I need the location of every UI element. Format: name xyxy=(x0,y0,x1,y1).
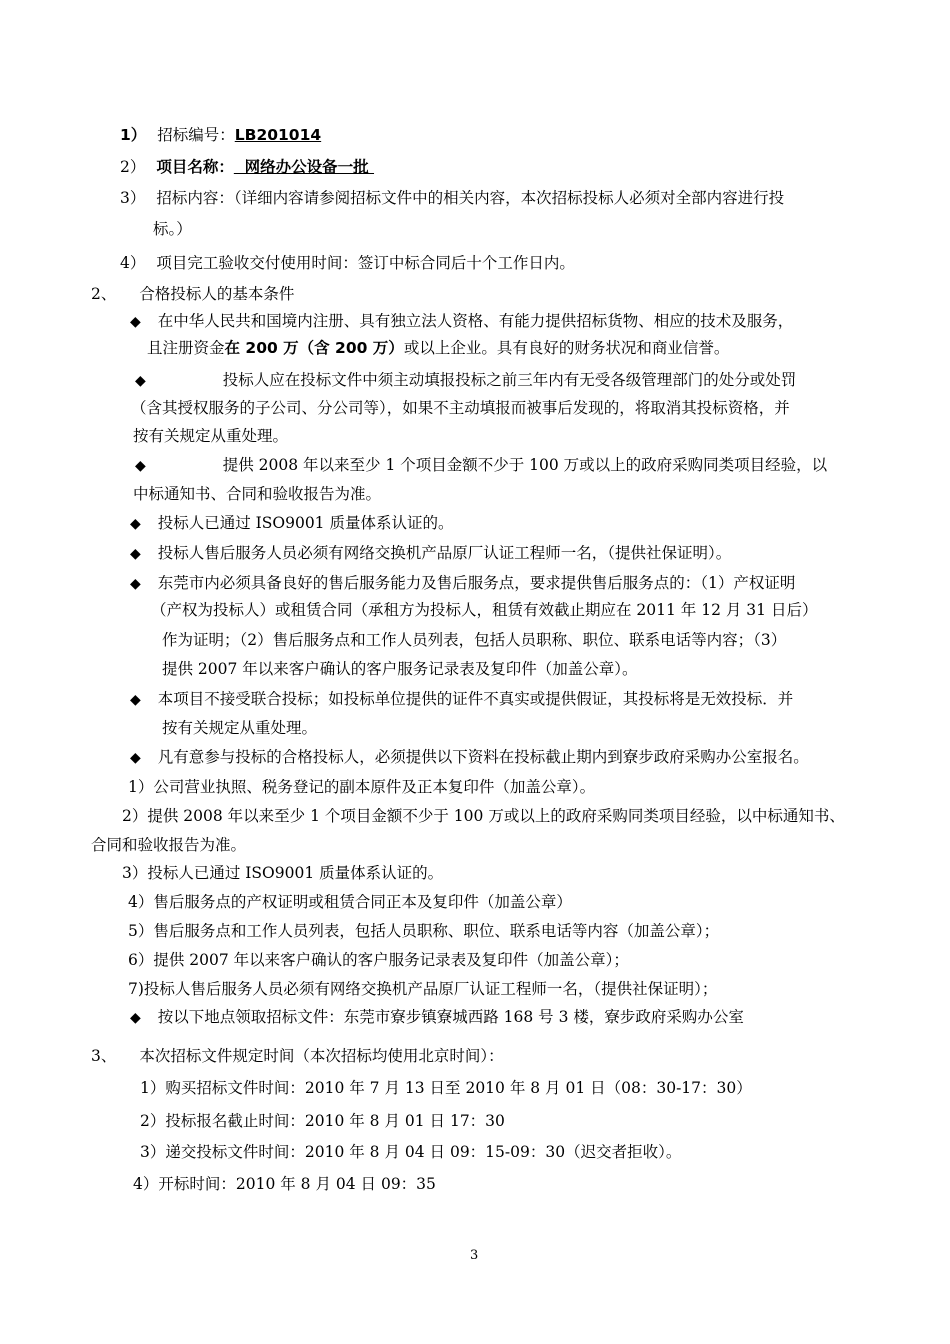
section-3-number: 3、 xyxy=(91,1047,117,1065)
item-1 xyxy=(120,124,321,146)
section-2-number: 2、 xyxy=(91,285,117,303)
requirement-2: 2）提供 2008 年以来至少 1 个项目金额不少于 100 万或以上的政府采购同类项目经验，以中标通知书、 xyxy=(122,807,845,825)
time-1: 1）购买招标文件时间：2010 年 7 月 13 日至 2010 年 8 月 01 日（08：30-17：30） xyxy=(140,1079,752,1097)
requirement-1: 1）公司营业执照、税务登记的副本原件及正本复印件（加盖公章）。 xyxy=(128,778,596,796)
bullet-9 xyxy=(130,1006,744,1029)
project-name-value: 网络办公设备一批 xyxy=(233,158,375,176)
diamond-bullet-icon: ◆ xyxy=(130,750,141,766)
requirement-3: 3）投标人已通过 ISO9001 质量体系认证的。 xyxy=(122,864,444,882)
diamond-bullet-icon: ◆ xyxy=(130,576,141,592)
diamond-bullet-icon: ◆ xyxy=(130,314,141,330)
bullet-1 xyxy=(130,310,793,333)
diamond-bullet-icon: ◆ xyxy=(130,516,141,532)
item-2-label: 项目名称： xyxy=(156,158,234,176)
bullet-7-text: 本项目不接受联合投标；如投标单位提供的证件不真实或提供假证，其投标将是无效投标．并 xyxy=(157,690,794,708)
item-4-number: 4） xyxy=(120,254,146,272)
diamond-bullet-icon: ◆ xyxy=(135,373,146,389)
section-2-title: 合格投标人的基本条件 xyxy=(139,285,295,303)
bullet-4 xyxy=(130,512,453,535)
bullet-3 xyxy=(135,454,827,477)
item-2 xyxy=(120,156,374,178)
item-3-number: 3） xyxy=(120,189,146,207)
time-3: 3）递交投标文件时间：2010 年 8 月 04 日 09：15-09：30（迟交者拒收）。 xyxy=(140,1143,682,1161)
bullet-9-text: 按以下地点领取招标文件：东莞市寮步镇寮城西路 168 号 3 楼，寮步政府采购办公室 xyxy=(157,1008,744,1026)
bullet-5-text: 投标人售后服务人员必须有网络交换机产品原厂认证工程师一名，（提供社保证明）。 xyxy=(157,544,732,562)
diamond-bullet-icon: ◆ xyxy=(135,458,146,474)
bullet-1-text: 在中华人民共和国境内注册、具有独立法人资格、有能力提供招标货物、相应的技术及服务， xyxy=(157,312,794,330)
item-3 xyxy=(120,187,784,209)
bullet-2 xyxy=(135,369,796,392)
diamond-bullet-icon: ◆ xyxy=(130,1010,141,1026)
capital-requirement: 在 200 万（含 200 万） xyxy=(224,339,404,357)
section-3-heading xyxy=(91,1045,504,1067)
item-1-label: 招标编号： xyxy=(157,126,235,144)
item-2-number: 2） xyxy=(120,158,146,176)
requirement-4: 4）售后服务点的产权证明或租赁合同正本及复印件（加盖公章） xyxy=(128,893,572,911)
bullet-6-line-2: （产权为投标人）或租赁合同（承租方为投标人，租赁有效截止期应在 2011 年 12 月 31 日后） xyxy=(151,601,818,619)
bullet-6-line-3: 作为证明；（2）售后服务点和工作人员列表，包括人员职称、职位、联系电话等内容；（3） xyxy=(162,631,787,649)
section-3-title: 本次招标文件规定时间（本次招标均使用北京时间）： xyxy=(139,1047,504,1065)
bullet-7 xyxy=(130,688,793,711)
bullet-2-text: 投标人应在投标文件中须主动填报投标之前三年内有无受各级管理部门的处分或处罚 xyxy=(222,371,797,389)
requirement-2-continuation: 合同和验收报告为准。 xyxy=(91,836,247,854)
requirement-5: 5）售后服务点和工作人员列表，包括人员职称、职位、联系电话等内容（加盖公章）； xyxy=(128,922,720,940)
bullet-6-text: 东莞市内必须具备良好的售后服务能力及售后服务点，要求提供售后服务点的：（1）产权证明 xyxy=(157,574,796,592)
item-4 xyxy=(120,252,575,274)
item-3-continuation: 标。） xyxy=(153,220,192,238)
section-2-heading xyxy=(91,283,294,305)
time-2: 2）投标报名截止时间：2010 年 8 月 01 日 17：30 xyxy=(140,1112,505,1130)
diamond-bullet-icon: ◆ xyxy=(130,692,141,708)
bullet-7-line-2: 按有关规定从重处理。 xyxy=(162,719,318,737)
bullet-2-line-3: 按有关规定从重处理。 xyxy=(133,427,289,445)
bid-number-value: LB201014 xyxy=(234,126,322,144)
bullet-3-line-2: 中标通知书、合同和验收报告为准。 xyxy=(133,485,382,503)
bullet-4-text: 投标人已通过 ISO9001 质量体系认证的。 xyxy=(157,514,454,532)
bullet-6-line-4: 提供 2007 年以来客户确认的客户服务记录表及复印件（加盖公章）。 xyxy=(162,660,638,678)
bullet-5 xyxy=(130,542,731,565)
bullet-2-line-2: （含其授权服务的子公司、分公司等），如果不主动填报而被事后发现的，将取消其投标资格，并 xyxy=(131,399,790,417)
bullet-6 xyxy=(130,572,795,595)
diamond-bullet-icon: ◆ xyxy=(130,546,141,562)
time-4: 4）开标时间：2010 年 8 月 04 日 09：35 xyxy=(133,1175,436,1193)
bullet-1-text-a: 且注册资金 xyxy=(147,339,225,357)
item-1-number: 1） xyxy=(120,126,147,144)
item-3-text: 招标内容：（详细内容请参阅招标文件中的相关内容，本次招标投标人必须对全部内容进行投 xyxy=(156,189,785,207)
requirement-7: 7)投标人售后服务人员必须有网络交换机产品原厂认证工程师一名，（提供社保证明）； xyxy=(128,980,718,998)
bullet-1-line-2 xyxy=(147,337,729,359)
bullet-1-text-c: 或以上企业。具有良好的财务状况和商业信誉。 xyxy=(403,339,730,357)
item-4-text: 项目完工验收交付使用时间：签订中标合同后十个工作日内。 xyxy=(156,254,575,272)
requirement-6: 6）提供 2007 年以来客户确认的客户服务记录表及复印件（加盖公章）； xyxy=(128,951,629,969)
page-number: 3 xyxy=(470,1248,479,1263)
bullet-3-text: 提供 2008 年以来至少 1 个项目金额不少于 100 万或以上的政府采购同类项目经验，以 xyxy=(222,456,828,474)
bullet-8-text: 凡有意参与投标的合格投标人，必须提供以下资料在投标截止期内到寮步政府采购办公室报名。 xyxy=(157,748,809,766)
bullet-8 xyxy=(130,746,809,769)
